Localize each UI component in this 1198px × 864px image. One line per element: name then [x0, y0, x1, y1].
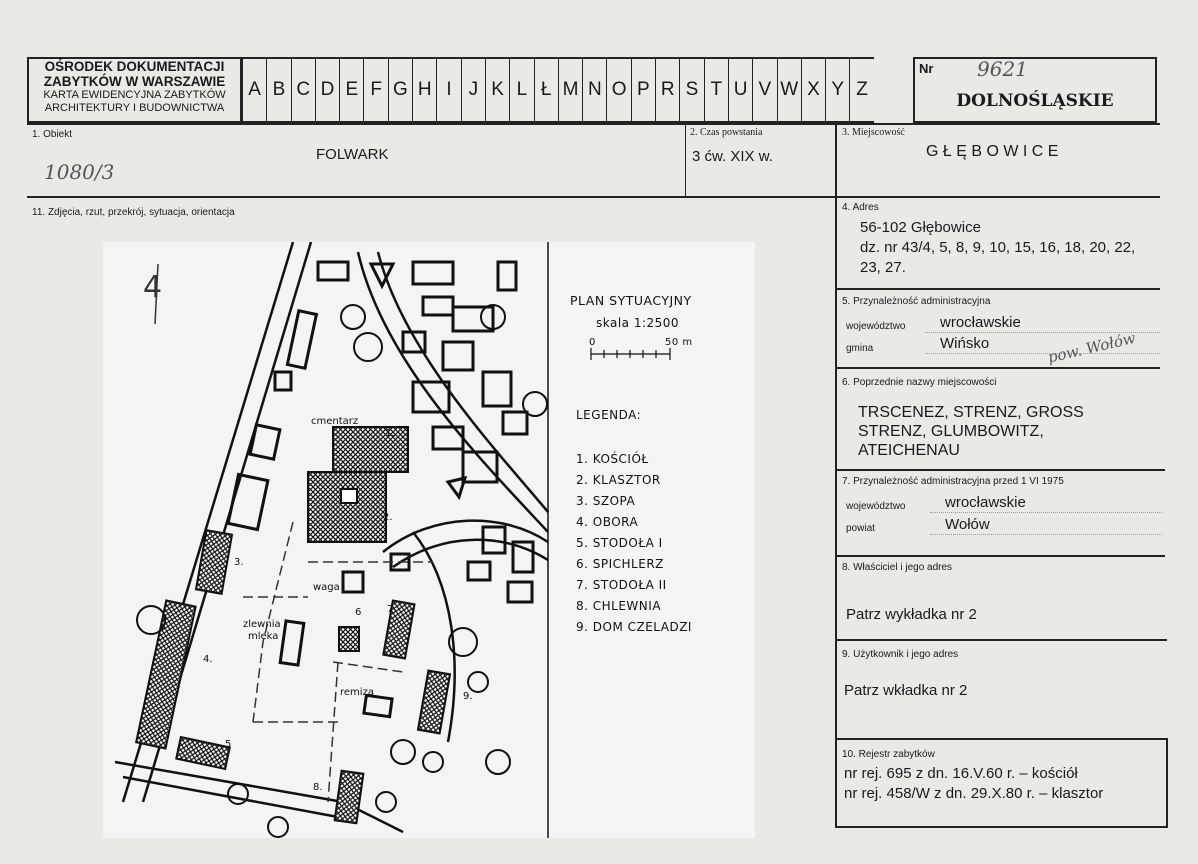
poprzednie-line: TRSCENEZ, STRENZ, GROSS — [858, 404, 1084, 421]
dotted-line — [925, 353, 1160, 354]
alphabet-letter: Z — [849, 59, 873, 121]
scale-start: 0 — [589, 337, 596, 348]
plan-title: PLAN SYTUACYJNY — [570, 293, 692, 308]
miejscowosc-label: 3. Miejscowość — [842, 127, 905, 138]
alphabet-letter: C — [291, 59, 315, 121]
przed1975-woj-label: województwo — [846, 501, 906, 512]
alphabet-letter: N — [582, 59, 606, 121]
adres-label: 4. Adres — [842, 202, 879, 213]
region-name: DOLNOŚLĄSKIE — [956, 91, 1114, 111]
poprzednie-line: ATEICHENAU — [858, 442, 960, 459]
rejestr-line: nr rej. 458/W z dn. 29.X.80 r. – klasztor — [844, 785, 1104, 802]
wojewodztwo-label: województwo — [846, 321, 906, 332]
number-1: 1. — [385, 428, 395, 439]
nr-label: Nr — [919, 61, 934, 76]
record-number-box — [913, 57, 1157, 123]
adres-line: dz. nr 43/4, 5, 8, 9, 10, 15, 16, 18, 20, 22, — [860, 239, 1136, 256]
czas-value: 3 ćw. XIX w. — [692, 148, 773, 165]
row-divider — [837, 367, 1160, 369]
obiekt-label: 1. Obiekt — [32, 129, 73, 140]
uzytkownik-value: Patrz wkładka nr 2 — [844, 682, 968, 699]
number-5: 5 — [225, 739, 232, 750]
alphabet-letter: W — [777, 59, 801, 121]
alphabet-letter: K — [485, 59, 509, 121]
row-divider — [27, 196, 1160, 198]
label-remiza: remiza — [340, 687, 374, 698]
dotted-line — [930, 534, 1162, 535]
number-8: 8. — [313, 782, 323, 793]
building-church — [333, 427, 408, 472]
alphabet-letter: I — [436, 59, 460, 121]
label-cmentarz: cmentarz — [311, 416, 359, 427]
north-mark: 4 — [143, 270, 163, 305]
alphabet-letter: G — [388, 59, 412, 121]
site-plan-photo — [103, 242, 755, 838]
legend-item: 4. OBORA — [576, 515, 639, 529]
miejscowosc-value: G Ł Ę B O W I C E — [926, 143, 1059, 160]
rejestr-line: nr rej. 695 z dn. 16.V.60 r. – kościół — [844, 765, 1078, 782]
alphabet-index — [242, 57, 874, 123]
row-divider — [835, 826, 1168, 828]
row-divider — [837, 555, 1165, 557]
alphabet-letter: T — [704, 59, 728, 121]
dotted-line — [930, 512, 1162, 513]
row-divider — [27, 123, 1160, 125]
rejestr-label: 10. Rejestr zabytków — [842, 749, 935, 760]
alphabet-letter: L — [509, 59, 533, 121]
powiat-label: powiat — [846, 523, 875, 534]
building-monastery — [308, 472, 386, 542]
alphabet-letter: O — [606, 59, 630, 121]
alphabet-letter: E — [339, 59, 363, 121]
rejestr-value — [844, 764, 1103, 804]
plan-scale: skala 1:2500 — [596, 316, 680, 330]
legend-item: 7. STODOŁA II — [576, 578, 667, 592]
przed1975-label: 7. Przynależność administracyjna przed 1 VI 1975 — [842, 476, 1064, 487]
poprzednie-line: STRENZ, GLUMBOWITZ, — [858, 423, 1044, 440]
institution-line-1: OŚRODEK DOKUMENTACJI — [44, 59, 225, 74]
col-divider — [1166, 738, 1168, 828]
card-type-line-2: ARCHITEKTURY I BUDOWNICTWA — [44, 102, 225, 114]
przynaleznosc-handwritten: pow. Wołów — [1046, 328, 1138, 367]
number-3: 3. — [234, 557, 244, 568]
building-stodola-1 — [176, 737, 232, 769]
alphabet-letter: X — [801, 59, 825, 121]
wojewodztwo-value: wrocławskie — [940, 314, 1021, 331]
institution-box — [27, 57, 242, 123]
czas-label: 2. Czas powstania — [690, 127, 763, 138]
card-type-line-1: KARTA EWIDENCYJNA ZABYTKÓW — [43, 89, 226, 101]
label-zlewnia: zlewnia — [243, 619, 281, 630]
number-4: 4. — [203, 654, 213, 665]
row-divider — [837, 639, 1167, 641]
poprzednie-value — [858, 403, 1084, 460]
alphabet-letter: M — [558, 59, 582, 121]
poprzednie-label: 6. Poprzednie nazwy miejscowości — [842, 377, 997, 388]
uzytkownik-label: 9. Użytkownik i jego adres — [842, 649, 959, 660]
gmina-value: Wińsko — [940, 335, 990, 352]
building-granary — [339, 627, 359, 651]
number-6: 6 — [355, 607, 362, 618]
building-servants-house — [418, 671, 450, 734]
gmina-label: gmina — [846, 343, 874, 354]
legend-item: 5. STODOŁA I — [576, 536, 663, 550]
obiekt-handwritten: 1080/3 — [44, 160, 115, 184]
adres-line: 56-102 Głębowice — [860, 219, 981, 236]
alphabet-letter: Ł — [534, 59, 558, 121]
alphabet-letter: P — [631, 59, 655, 121]
alphabet-letter: Y — [825, 59, 849, 121]
label-waga: waga — [313, 582, 340, 593]
wlasciciel-label: 8. Właściciel i jego adres — [842, 562, 953, 573]
alphabet-letter: F — [363, 59, 387, 121]
institution-line-2: ZABYTKÓW W WARSZAWIE — [43, 74, 226, 89]
legend-item: 3. SZOPA — [576, 494, 636, 508]
obiekt-value: FOLWARK — [316, 146, 389, 163]
legend-item: 2. KLASZTOR — [576, 473, 661, 487]
adres-line: 23, 27. — [860, 259, 906, 276]
legend-item: 1. KOŚCIÓŁ — [576, 452, 649, 466]
powiat-value: Wołów — [945, 516, 990, 533]
number-2: 2. — [383, 512, 393, 523]
adres-value — [860, 218, 1135, 278]
scale-end: 50 m — [665, 337, 693, 348]
nr-value: 9621 — [977, 57, 1028, 81]
number-7: 7. — [387, 604, 397, 615]
number-9: 9. — [463, 691, 473, 702]
alphabet-letter: U — [728, 59, 752, 121]
row-divider — [837, 738, 1167, 740]
alphabet-letter: R — [655, 59, 679, 121]
col-divider — [685, 123, 686, 197]
legend-item: 8. CHLEWNIA — [576, 599, 662, 613]
alphabet-letter: B — [266, 59, 290, 121]
alphabet-letter: V — [752, 59, 776, 121]
alphabet-letter: H — [412, 59, 436, 121]
building-barn — [136, 600, 195, 748]
legend-title: LEGENDA: — [576, 408, 642, 422]
przed1975-woj-value: wrocławskie — [945, 494, 1026, 511]
zdjecia-label: 11. Zdjęcia, rzut, przekrój, sytuacja, orientacja — [32, 207, 235, 218]
alphabet-letter: S — [679, 59, 703, 121]
wlasciciel-value: Patrz wykładka nr 2 — [846, 606, 977, 623]
legend-item: 9. DOM CZELADZI — [576, 620, 692, 634]
alphabet-letter: A — [242, 59, 266, 121]
label-mleka: mleka — [248, 631, 279, 642]
building-pigsty — [335, 771, 364, 824]
row-divider — [837, 288, 1160, 290]
legend-item: 6. SPICHLERZ — [576, 557, 664, 571]
col-divider — [835, 123, 837, 828]
legend-list — [576, 449, 692, 638]
alphabet-letter: D — [315, 59, 339, 121]
alphabet-letter: J — [461, 59, 485, 121]
row-divider — [837, 469, 1165, 471]
przynaleznosc-label: 5. Przynależność administracyjna — [842, 296, 991, 307]
